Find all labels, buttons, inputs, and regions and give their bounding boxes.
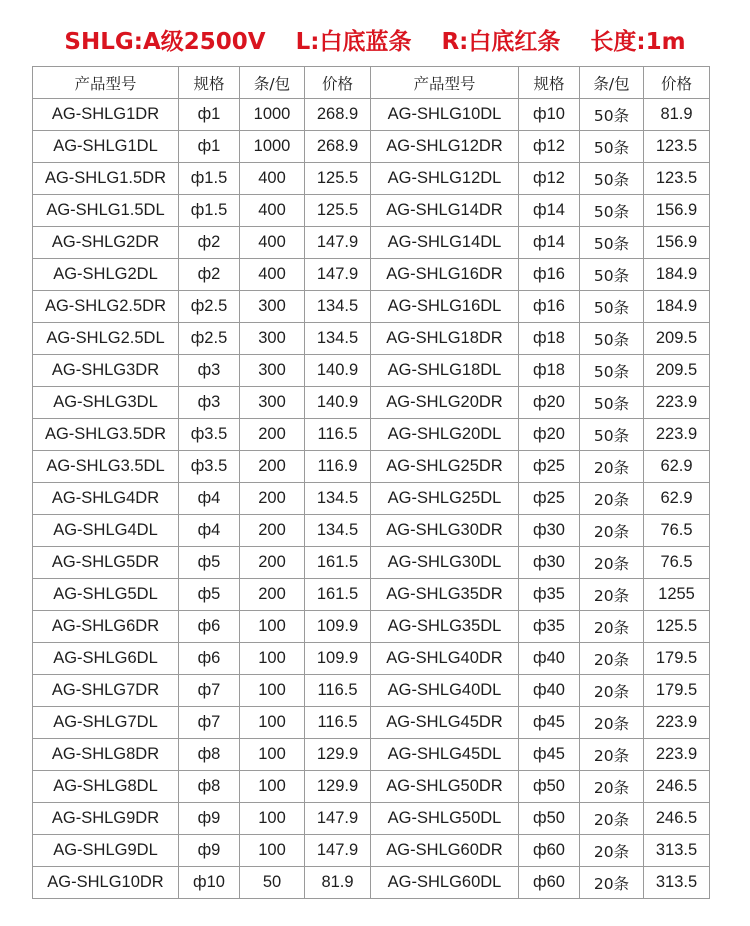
table-row — [33, 483, 710, 515]
cell-pack-left: 400 — [240, 163, 305, 195]
cell-price-left: 81.9 — [305, 867, 371, 899]
header-pack-left: 条/包 — [240, 67, 305, 99]
cell-pack-left: 400 — [240, 195, 305, 227]
cell-price-left: 116.9 — [305, 451, 371, 483]
cell-model-right: AG-SHLG18DL — [371, 355, 519, 387]
cell-spec-right: ф45 — [519, 739, 580, 771]
title-length: 长度:1m — [590, 29, 686, 55]
cell-spec-left: ф10 — [179, 867, 240, 899]
cell-price-left: 125.5 — [305, 195, 371, 227]
cell-model-right: AG-SHLG30DL — [371, 547, 519, 579]
cell-model-left: AG-SHLG9DR — [33, 803, 179, 835]
table-row — [33, 675, 710, 707]
cell-price-left: 134.5 — [305, 323, 371, 355]
cell-model-left: AG-SHLG2DR — [33, 227, 179, 259]
cell-model-right: AG-SHLG25DR — [371, 451, 519, 483]
cell-pack-right: 50条 — [580, 355, 644, 387]
table-row — [33, 419, 710, 451]
cell-spec-left: ф3 — [179, 387, 240, 419]
cell-price-right: 313.5 — [644, 867, 710, 899]
cell-model-left: AG-SHLG4DL — [33, 515, 179, 547]
cell-pack-left: 100 — [240, 675, 305, 707]
cell-price-right: 125.5 — [644, 611, 710, 643]
cell-price-right: 209.5 — [644, 323, 710, 355]
header-spec-left: 规格 — [179, 67, 240, 99]
table-row — [33, 195, 710, 227]
cell-model-right: AG-SHLG12DL — [371, 163, 519, 195]
cell-pack-left: 100 — [240, 611, 305, 643]
cell-model-left: AG-SHLG2.5DL — [33, 323, 179, 355]
cell-pack-right: 50条 — [580, 387, 644, 419]
cell-price-left: 268.9 — [305, 131, 371, 163]
cell-pack-right: 20条 — [580, 643, 644, 675]
cell-spec-right: ф30 — [519, 547, 580, 579]
cell-price-left: 161.5 — [305, 579, 371, 611]
cell-spec-left: ф3.5 — [179, 419, 240, 451]
cell-pack-left: 1000 — [240, 131, 305, 163]
cell-model-left: AG-SHLG3.5DR — [33, 419, 179, 451]
cell-model-right: AG-SHLG10DL — [371, 99, 519, 131]
table-row — [33, 579, 710, 611]
header-model-left: 产品型号 — [33, 67, 179, 99]
cell-spec-left: ф7 — [179, 675, 240, 707]
cell-model-left: AG-SHLG1DR — [33, 99, 179, 131]
table-row — [33, 163, 710, 195]
cell-model-right: AG-SHLG14DR — [371, 195, 519, 227]
cell-price-right: 81.9 — [644, 99, 710, 131]
page-title — [0, 22, 750, 62]
cell-model-right: AG-SHLG50DR — [371, 771, 519, 803]
cell-spec-right: ф14 — [519, 227, 580, 259]
cell-spec-left: ф7 — [179, 707, 240, 739]
cell-spec-left: ф1.5 — [179, 195, 240, 227]
cell-spec-right: ф40 — [519, 643, 580, 675]
cell-model-left: AG-SHLG4DR — [33, 483, 179, 515]
cell-price-left: 140.9 — [305, 355, 371, 387]
cell-pack-left: 300 — [240, 323, 305, 355]
table-row — [33, 867, 710, 899]
cell-spec-left: ф2.5 — [179, 323, 240, 355]
table-row — [33, 739, 710, 771]
table-row — [33, 835, 710, 867]
cell-spec-right: ф16 — [519, 291, 580, 323]
cell-model-left: AG-SHLG8DL — [33, 771, 179, 803]
cell-model-left: AG-SHLG5DL — [33, 579, 179, 611]
cell-model-left: AG-SHLG1DL — [33, 131, 179, 163]
cell-model-left: AG-SHLG6DR — [33, 611, 179, 643]
cell-price-left: 116.5 — [305, 675, 371, 707]
header-row — [33, 67, 710, 99]
cell-pack-left: 100 — [240, 643, 305, 675]
cell-model-right: AG-SHLG50DL — [371, 803, 519, 835]
header-spec-right: 规格 — [519, 67, 580, 99]
table-row — [33, 323, 710, 355]
table-row — [33, 259, 710, 291]
cell-pack-right: 50条 — [580, 323, 644, 355]
cell-model-right: AG-SHLG35DL — [371, 611, 519, 643]
cell-price-left: 109.9 — [305, 643, 371, 675]
cell-price-right: 76.5 — [644, 547, 710, 579]
cell-price-left: 147.9 — [305, 835, 371, 867]
cell-model-right: AG-SHLG30DR — [371, 515, 519, 547]
header-pack-right: 条/包 — [580, 67, 644, 99]
cell-model-right: AG-SHLG60DR — [371, 835, 519, 867]
cell-spec-right: ф50 — [519, 771, 580, 803]
cell-pack-left: 400 — [240, 227, 305, 259]
cell-spec-right: ф35 — [519, 611, 580, 643]
cell-price-left: 140.9 — [305, 387, 371, 419]
cell-pack-right: 20条 — [580, 451, 644, 483]
cell-pack-right: 50条 — [580, 419, 644, 451]
cell-spec-left: ф2.5 — [179, 291, 240, 323]
cell-spec-left: ф4 — [179, 483, 240, 515]
header-price-left: 价格 — [305, 67, 371, 99]
cell-spec-right: ф25 — [519, 451, 580, 483]
cell-model-right: AG-SHLG45DR — [371, 707, 519, 739]
cell-pack-right: 50条 — [580, 131, 644, 163]
cell-spec-left: ф2 — [179, 259, 240, 291]
cell-price-right: 184.9 — [644, 291, 710, 323]
cell-price-right: 156.9 — [644, 227, 710, 259]
cell-spec-right: ф25 — [519, 483, 580, 515]
cell-pack-right: 20条 — [580, 803, 644, 835]
cell-spec-right: ф18 — [519, 323, 580, 355]
cell-pack-left: 200 — [240, 419, 305, 451]
table-row — [33, 227, 710, 259]
cell-pack-left: 200 — [240, 483, 305, 515]
table-row — [33, 643, 710, 675]
table-row — [33, 451, 710, 483]
cell-model-left: AG-SHLG3DL — [33, 387, 179, 419]
table-body — [33, 99, 710, 899]
cell-price-left: 161.5 — [305, 547, 371, 579]
cell-price-left: 125.5 — [305, 163, 371, 195]
cell-pack-right: 20条 — [580, 835, 644, 867]
cell-model-right: AG-SHLG18DR — [371, 323, 519, 355]
header-price-right: 价格 — [644, 67, 710, 99]
title-right-stripe: R:白底红条 — [441, 29, 561, 55]
cell-price-right: 62.9 — [644, 451, 710, 483]
cell-pack-left: 200 — [240, 451, 305, 483]
cell-price-right: 313.5 — [644, 835, 710, 867]
cell-pack-left: 300 — [240, 355, 305, 387]
cell-price-right: 1255 — [644, 579, 710, 611]
cell-price-left: 116.5 — [305, 707, 371, 739]
cell-price-right: 209.5 — [644, 355, 710, 387]
cell-model-left: AG-SHLG7DL — [33, 707, 179, 739]
cell-pack-left: 100 — [240, 835, 305, 867]
cell-spec-right: ф20 — [519, 387, 580, 419]
table-row — [33, 99, 710, 131]
cell-spec-left: ф9 — [179, 803, 240, 835]
cell-model-right: AG-SHLG25DL — [371, 483, 519, 515]
cell-spec-right: ф45 — [519, 707, 580, 739]
cell-price-left: 147.9 — [305, 259, 371, 291]
cell-model-right: AG-SHLG40DL — [371, 675, 519, 707]
cell-price-right: 184.9 — [644, 259, 710, 291]
cell-pack-right: 50条 — [580, 291, 644, 323]
cell-price-right: 223.9 — [644, 707, 710, 739]
cell-spec-right: ф18 — [519, 355, 580, 387]
cell-pack-right: 50条 — [580, 99, 644, 131]
cell-model-right: AG-SHLG35DR — [371, 579, 519, 611]
cell-pack-left: 100 — [240, 707, 305, 739]
cell-price-right: 223.9 — [644, 387, 710, 419]
cell-model-right: AG-SHLG45DL — [371, 739, 519, 771]
cell-price-left: 116.5 — [305, 419, 371, 451]
table-row — [33, 707, 710, 739]
title-model: SHLG:A级2500V — [64, 29, 266, 55]
cell-model-left: AG-SHLG9DL — [33, 835, 179, 867]
cell-pack-right: 20条 — [580, 483, 644, 515]
cell-spec-left: ф3.5 — [179, 451, 240, 483]
cell-pack-right: 20条 — [580, 579, 644, 611]
cell-spec-left: ф9 — [179, 835, 240, 867]
cell-spec-right: ф35 — [519, 579, 580, 611]
cell-model-right: AG-SHLG16DL — [371, 291, 519, 323]
cell-pack-right: 20条 — [580, 675, 644, 707]
cell-pack-left: 200 — [240, 579, 305, 611]
cell-pack-left: 100 — [240, 803, 305, 835]
cell-pack-right: 20条 — [580, 771, 644, 803]
cell-pack-right: 20条 — [580, 547, 644, 579]
cell-pack-right: 50条 — [580, 259, 644, 291]
cell-spec-left: ф8 — [179, 771, 240, 803]
cell-price-left: 147.9 — [305, 803, 371, 835]
cell-price-right: 62.9 — [644, 483, 710, 515]
table-row — [33, 131, 710, 163]
cell-price-right: 123.5 — [644, 131, 710, 163]
cell-price-left: 134.5 — [305, 483, 371, 515]
cell-spec-left: ф5 — [179, 547, 240, 579]
cell-model-left: AG-SHLG7DR — [33, 675, 179, 707]
cell-model-right: AG-SHLG40DR — [371, 643, 519, 675]
cell-model-left: AG-SHLG2DL — [33, 259, 179, 291]
cell-model-right: AG-SHLG16DR — [371, 259, 519, 291]
cell-pack-left: 50 — [240, 867, 305, 899]
cell-pack-right: 20条 — [580, 867, 644, 899]
table-row — [33, 515, 710, 547]
cell-model-left: AG-SHLG6DL — [33, 643, 179, 675]
cell-pack-right: 20条 — [580, 707, 644, 739]
cell-pack-left: 300 — [240, 291, 305, 323]
cell-spec-right: ф16 — [519, 259, 580, 291]
cell-pack-left: 300 — [240, 387, 305, 419]
cell-spec-right: ф12 — [519, 163, 580, 195]
cell-spec-left: ф8 — [179, 739, 240, 771]
cell-spec-right: ф10 — [519, 99, 580, 131]
cell-model-left: AG-SHLG3DR — [33, 355, 179, 387]
cell-spec-left: ф6 — [179, 611, 240, 643]
cell-pack-left: 200 — [240, 547, 305, 579]
table-row — [33, 803, 710, 835]
cell-price-right: 156.9 — [644, 195, 710, 227]
cell-spec-left: ф2 — [179, 227, 240, 259]
cell-spec-right: ф50 — [519, 803, 580, 835]
cell-spec-right: ф60 — [519, 867, 580, 899]
cell-model-left: AG-SHLG1.5DL — [33, 195, 179, 227]
cell-price-left: 147.9 — [305, 227, 371, 259]
cell-pack-right: 50条 — [580, 163, 644, 195]
cell-price-right: 76.5 — [644, 515, 710, 547]
cell-model-left: AG-SHLG5DR — [33, 547, 179, 579]
cell-pack-left: 100 — [240, 739, 305, 771]
cell-price-right: 179.5 — [644, 643, 710, 675]
cell-pack-right: 50条 — [580, 227, 644, 259]
cell-spec-right: ф40 — [519, 675, 580, 707]
cell-spec-left: ф4 — [179, 515, 240, 547]
cell-model-right: AG-SHLG14DL — [371, 227, 519, 259]
cell-price-left: 134.5 — [305, 515, 371, 547]
cell-model-left: AG-SHLG2.5DR — [33, 291, 179, 323]
cell-price-right: 179.5 — [644, 675, 710, 707]
cell-model-right: AG-SHLG20DR — [371, 387, 519, 419]
cell-pack-right: 20条 — [580, 515, 644, 547]
price-table — [32, 66, 710, 899]
cell-model-left: AG-SHLG8DR — [33, 739, 179, 771]
table-row — [33, 547, 710, 579]
cell-price-right: 123.5 — [644, 163, 710, 195]
cell-spec-left: ф1 — [179, 99, 240, 131]
cell-pack-left: 100 — [240, 771, 305, 803]
cell-price-right: 223.9 — [644, 739, 710, 771]
table-row — [33, 611, 710, 643]
cell-spec-right: ф14 — [519, 195, 580, 227]
cell-spec-left: ф3 — [179, 355, 240, 387]
table-row — [33, 387, 710, 419]
cell-pack-right: 20条 — [580, 739, 644, 771]
cell-price-left: 129.9 — [305, 771, 371, 803]
cell-price-right: 246.5 — [644, 803, 710, 835]
cell-model-left: AG-SHLG3.5DL — [33, 451, 179, 483]
header-model-right: 产品型号 — [371, 67, 519, 99]
cell-price-right: 223.9 — [644, 419, 710, 451]
cell-spec-left: ф1 — [179, 131, 240, 163]
table-row — [33, 291, 710, 323]
cell-price-left: 129.9 — [305, 739, 371, 771]
cell-price-left: 134.5 — [305, 291, 371, 323]
cell-model-right: AG-SHLG12DR — [371, 131, 519, 163]
cell-pack-left: 1000 — [240, 99, 305, 131]
cell-model-right: AG-SHLG60DL — [371, 867, 519, 899]
cell-spec-right: ф60 — [519, 835, 580, 867]
cell-spec-right: ф20 — [519, 419, 580, 451]
cell-spec-right: ф12 — [519, 131, 580, 163]
cell-spec-left: ф5 — [179, 579, 240, 611]
cell-spec-left: ф1.5 — [179, 163, 240, 195]
cell-pack-left: 400 — [240, 259, 305, 291]
cell-pack-right: 50条 — [580, 195, 644, 227]
table-row — [33, 355, 710, 387]
cell-pack-left: 200 — [240, 515, 305, 547]
cell-model-left: AG-SHLG10DR — [33, 867, 179, 899]
cell-price-left: 268.9 — [305, 99, 371, 131]
cell-spec-right: ф30 — [519, 515, 580, 547]
cell-pack-right: 20条 — [580, 611, 644, 643]
table-row — [33, 771, 710, 803]
cell-price-left: 109.9 — [305, 611, 371, 643]
cell-model-right: AG-SHLG20DL — [371, 419, 519, 451]
cell-price-right: 246.5 — [644, 771, 710, 803]
cell-spec-left: ф6 — [179, 643, 240, 675]
title-left-stripe: L:白底蓝条 — [295, 29, 412, 55]
cell-model-left: AG-SHLG1.5DR — [33, 163, 179, 195]
